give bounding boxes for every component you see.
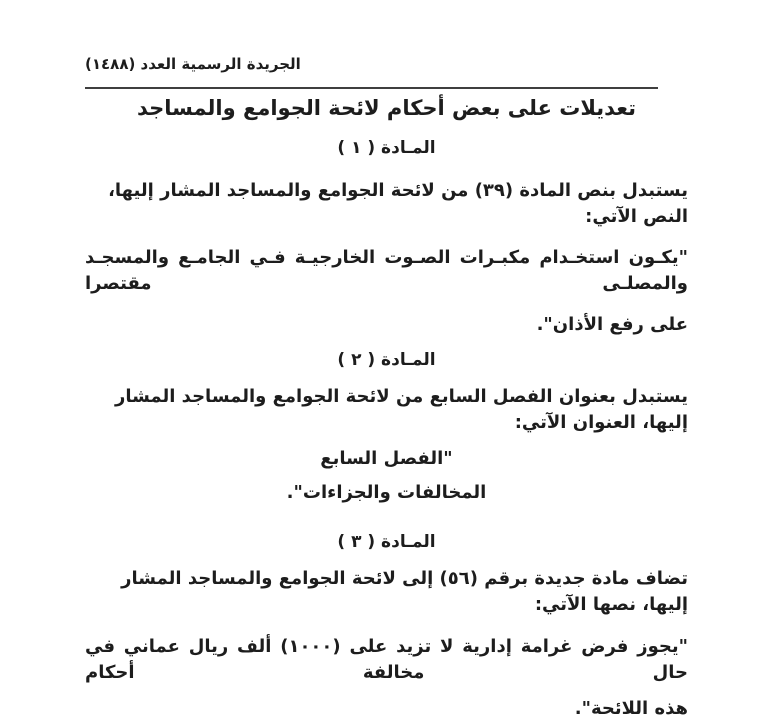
- article-2-intro: يستبدل بعنوان الفصل السابع من لائحة الجوامع والمساجد المشار إليها، العنوان الآتي:: [114, 386, 688, 433]
- article-1-intro: يستبدل بنص المادة (٣٩) من لائحة الجوامع والمساجد المشار إليها، النص الآتي:: [108, 180, 688, 227]
- article-1-quote-line-2: على رفع الأذان".: [536, 314, 688, 335]
- article-3-heading: المـادة ( ٣ ): [337, 532, 436, 552]
- article-3-quote-line-1: "يجوز فرض غرامة إدارية لا تزيد على (١٠٠٠) ألف ريال عماني في حال مخالفة أحكام: [85, 636, 688, 683]
- header-divider-rule: [85, 87, 658, 89]
- article-2-chapter-subtitle: المخالفات والجزاءات".: [286, 482, 487, 503]
- article-2-heading: المـادة ( ٢ ): [337, 350, 436, 370]
- document-title: تعديلات على بعض أحكام لائحة الجوامع والمساجد: [136, 96, 637, 120]
- gazette-issue-header: الجريدة الرسمية العدد (١٤٨٨): [85, 55, 301, 73]
- article-1-heading: المـادة ( ١ ): [337, 138, 436, 158]
- article-1-quote-line-1: "يكـون استخـدام مكبـرات الصـوت الخارجيـة فـي الجامـع والمسجـد والمصلـى مقتصرا: [85, 247, 688, 294]
- article-2-chapter-title: "الفصل السابع: [320, 448, 453, 469]
- article-3-quote-line-2: هذه اللائحة".: [574, 698, 688, 719]
- article-3-intro: تضاف مادة جديدة برقم (٥٦) إلى لائحة الجوامع والمساجد المشار إليها، نصها الآتي:: [121, 568, 688, 615]
